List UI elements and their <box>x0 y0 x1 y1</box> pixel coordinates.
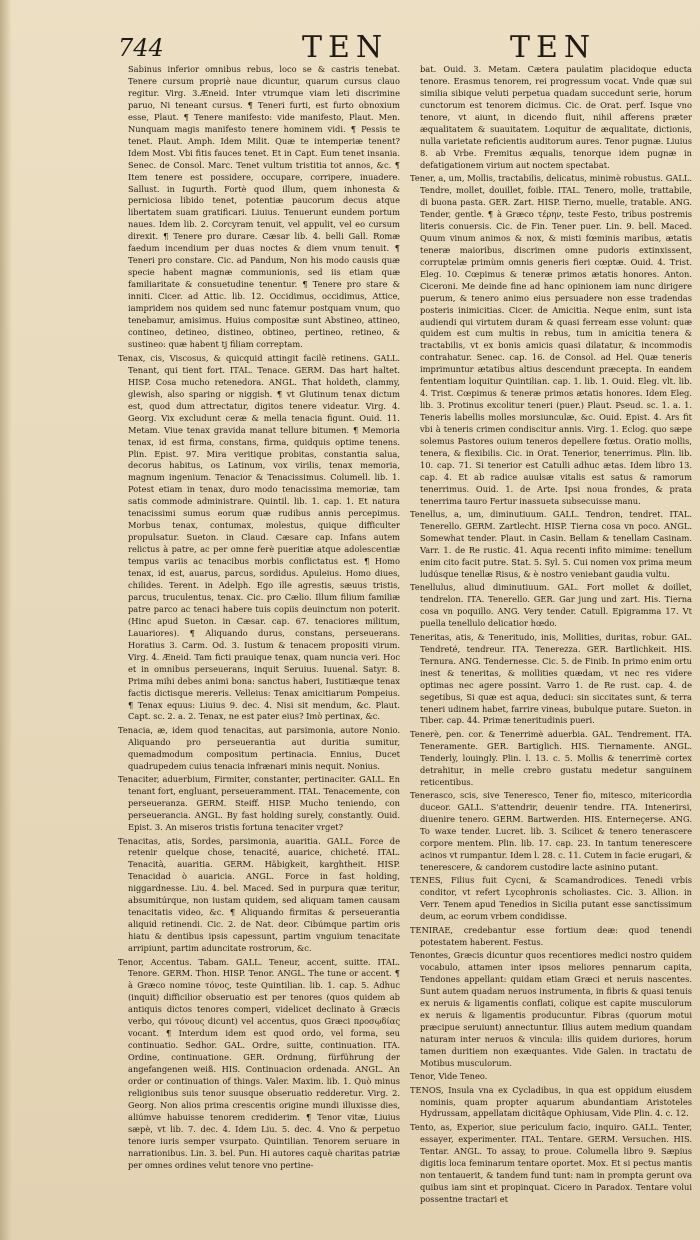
entry-tenaciter: Tenaciter, aduerbium, Firmiter, constanter, pertinaciter. GALL. En tenant fort, engluant, perseueramment. ITAL. Tenacemente, con perseueranza. GERM. Steiff. HISP. Mucho teniendo, con perseuerancia. ANGL. By fast holding surely, constantly. Ouid. Epist. 3. An miseros tristis fortuna tenaciter vrget? <box>118 774 400 833</box>
entry-tener: Tener, a, um, Mollis, tractabilis, delicatus, minimè robustus. GALL. Tendre, mollet, douillet, foible. ITAL. Tenero, molle, trattabile, di buona pasta. GER. Zart. HISP. Tierno, muelle, tratable. ANG. Tender, gentle. ¶ à Græco τέρην, teste Festo, tribus postremis literis conuersis. Cic. de Fin. Tener puer. Lin. 9. bell. Maced. Quum vinum animos & nox, & misti fœminis maribus, ætatis teneræ maioribus, discrimen omne pudoris extinxissent, corruptelæ primùm omnis generis fieri cœptæ. Ouid. 4. Trist. Eleg. 10. Cœpimus & teneræ primos ætatis honores. Anton. Ciceroni. Me deinde fine ad hanc opinionem iam nunc dirigere puerum, & tenero animo eius persuadere non esse tradendas posteris inimicitias. Cicer. de Amicitia. Neque enim, sunt ista audiendi qui virtutem duram & quasi ferream esse volunt: quæ quidem est cum multis in rebus, tum in amicitia tenera & tractabilis, vt ex bonis amicis quasi dilatatur, & incommodis contrahatur. Senec. cap. 16. de Consol. ad Hel. Quæ teneris imprimuntur ætatibus altius descendunt præcepta. In eandem fententiam loquitur Quintilian. cap. 1. lib. 1. Ouid. Eleg. vlt. lib. 4. Trist. Cœpimus & teneræ primos ætatis honores. Idem Eleg. lib. 3. Protinus excolitur teneri (puer.) Plaut. Pseud. sc. 1. a. 1. Teneris labellis molles morsiunculæ, &c. Ouid. Epist. 4. Ars fit vbi à teneris crimen condiscitur annis. Virg. 1. Eclog. quo sæpe solemus Pastores ouium teneros depellere fœtus. Oratio mollis, tenera, & flexibilis. Cic. in Orat. Tenerior, tenerrimus. Plin. lib. 10. cap. 71. Si tenerior est Catulli adhuc ætas. Idem libro 13. cap. 4. Et ab radice auulsæ vitalis est satus & ramorum tenerrimus. Ouid. 1. de Arte. Ipsi noua frondes, & prata tenerrima tauro Fertur inassueta subsecuisse manu. <box>410 173 692 506</box>
entry-tenellulus: Tenellulus, aliud diminutiuum. GAL. Fort mollet & doillet, tendrelon. ITA. Tenerello. GER. Gar jung und zart. His. Tierna cosa vn poquillo. ANG. Very tender. Catull. Epigramma 17. Vt puella tenellulo delicatior hœdo. <box>410 582 692 629</box>
entry-tenax: Tenax, cis, Viscosus, & quicquid attingit facilè retinens. GALL. Tenant, qui tient fort. ITAL. Tenace. GERM. Das hart haltet. HISP. Cosa mucho retenedora. ANGL. That holdeth, clammy, glewish, also sparing or niggish. ¶ vt Glutinum tenax dictum est, quod dum attrectatur, digitos tenere videatur. Virg. 4. Georg. Vix excludunt ceræ & mella tenacia figunt. Ouid. 11. Metam. Viue tenax gravida manat tellure bitumen. ¶ Memoria tenax, id est firma, constans, firma, quidquis optime tenens. Plin. Epist. 97. Mira veritique probitas, constantia salua, decorus habitus, os Latinum, vox virilis, tenax memoria, magnum ingenium. Tenacior & Tenacissimus. Columell. lib. 1. Potest etiam in tenax, duro modo tenacissima memoriæ, tam satis commode administrare. Quintil. lib. 1. cap. 1. Et natura tenacissimi sumus eorum quæ rudibus annis percepimus. Morbus tenax, contumax, molestus, quique difficulter propulsatur. Sueton. in Claud. Cæsare cap. Infans autem relictus à patre, ac per omne ferè pueritiæ atque adolescentiæ tempus variis ac tenacibus morbis conflictatus est. ¶ Homo tenax, id est, auarus, parcus, sordidus. Apuleius. Homo diues, chilides. Terent. in Adelph. Ego ille agrestis, sæuus tristis, parcus, truculentus, tenax. Cic. pro Cælio. Illum filium familiæ patre parco ac tenaci habere tuis copiis deuinctum non poterit. (Hinc apud Sueton. in Cæsar. cap. 67. tenaciores militum, Lauariores). ¶ Aliquando durus, constans, perseuerans. Horatius 3. Carm. Od. 3. Iustum & tenacem propositi virum. Virg. 4. Æneid. Tam ficti prauique tenax, quam nuncia veri. Hoc et in omnibus perseuerans, inquit Seruius. Iuuenal. Satyr. 8. Prima mihi debes animi bona: sanctus haberi, Iustitiæque tenax factis dictisque mereris. Velleius: Tenax amicitiarum Pompeius. ¶ Tenax equus: Liuius 9. dec. 4. Nisi sit mendum, &c. Plaut. Capt. sc. 2. a. 2. Tenax, ne est pater eius? Imò pertinax, &c. <box>118 352 400 722</box>
entry-tenellus: Tenellus, a, um, diminutiuum. GALL. Tendron, tendret. ITAL. Tenerello. GERM. Zartlecht. HISP. Tierna cosa vn poco. ANGL. Somewhat tender. Plaut. in Casin. Bellam & tenellam Casinam. Varr. 1. de Re rustic. 41. Aqua recenti infito mimime: tenellum enim cito facit putre. Stat. 5. Syl. 5. Cui nomen vox prima meum ludúsque tenellæ Risus, & è nostro veniebant gaudia vultu. <box>410 509 692 580</box>
running-head-left: TEN <box>302 30 389 65</box>
entry-tenor: Tenor, Accentus. Tabam. GALL. Teneur, accent, suitte. ITAL. Tenore. GERM. Thon. HISP. Tenor. ANGL. The tune or accent. ¶ à Græco nomine τόνος, teste Quintilian. lib. 1. cap. 5. Adhuc (inquit) difficilior obseruatio est per tenores (quos quidem ab antiquis dictos tenores comperi, videlicet declinato à Græcis verbo, qui τόνους dicunt) vel accentus, quos Græci προσῳδίας vocant. ¶ Interdum idem est quod ordo, vel forma, seu continuatio. Sedhor. GAL. Ordre, suitte, continuation. ITA. Ordine, continuatione. GER. Ordnung, fürführung der angefangenen weiß. HIS. Continuacion ordenada. ANGL. An order or continuation of things. Valer. Maxim. lib. 1. Quò minus religionibus suis tenor suusque obseruatio redderetur. Virg. 2. Georg. Non alios prima crescentis origine mundi illuxisse dies, aliúmve habuisse tenorem crediderim. ¶ Tenor vitæ, Liuius sæpè, vt lib. 7. dec. 4. Idem Liu. 5. dec. 4. Vno & perpetuo tenore iuris semper vsurpato. Quintilian. Tenorem seruare in narrationibus. Lin. 3. bel. Pun. Hi autores caquè charitas patriæ per omnes ordines velut tenore vno pertine- <box>118 956 400 1170</box>
entry-teneo-continued: Sabinus inferior omnibus rebus, loco se & castris tenebat. Tenere cursum propriè naue dicuntur, quarum cursus clauo regitur. Virg. 3.Æneid. Inter vtrumque viam leti discrimine paruo, Ni teneant cursus. ¶ Teneri furti, est furto obnoxium esse, Plaut. ¶ Tenere manifesto: vide manifesto, Plaut. Men. Nunquam magis manifesto tenere hominem vidi. ¶ Pessis te tenet. Plaut. Amph. Idem Milit. Quæ te intemperiæ tenent? Idem Most. Vbi fitis fauces tenet. Et in Capt. Eum tenet insania. Senec. de Consol. Marc. Tenet vultum tristitia tot annos, &c. ¶ Item tenere est possidere, occupare, corripere, inuadere. Sallust. in Iugurth. Fortè quod illum, quem inhonesta & perniciosa libido tenet, potentiæ paucorum decus atque libertatem suam gratificari. Liuius. Tenuerunt eundem portum naues. Idem lib. 2. Corcyram tenuit, vel appulit, vel eo cursum direxit. ¶ Tenere pro durare. Cæsar lib. 4. belli Gall. Romæ faedum incendium per duas noctes & diem vnum tenuit. ¶ Teneri pro constare. Cic. ad Pandum, Non his modo causis quæ specie habent magnæ communionis, sed iis etiam quæ familiaritate & consuetudine tenentur. ¶ Tenere pro stare & inniti. Cicer. ad Attic. lib. 12. Occidimus, occidimus, Attice, iampridem nos quidem sed nunc fatemur postquam vnum, quo tenebamur, amisimus. Huius compositæ sunt Abstineo, attineo, contineo, detineo, distineo, obtineo, pertineo, retineo, & sustineo: quæ habent tj filiam correptam. <box>128 64 400 349</box>
right-column <box>410 64 692 1232</box>
entry-tenere-adverb: Tenerè, pen. cor. & Tenerrimè aduerbia. GAL. Tendrement. ITA. Teneramente. GER. Bartiglich. HIS. Tiernamente. ANGL. Tenderly, louingly. Plin. l. 13. c. 5. Mollis & tenerrimè cortex detrahitur, in melle crebro gustatu medetur sanguinem reticentibus. <box>410 728 692 787</box>
entry-tenacia: Tenacia, æ, idem quod tenacitas, aut parsimonia, autore Nonio. Aliquando pro perseuerantia aut duritia sumitur, quemadmodum compositum pertinacia. Ennius, Ducet quadrupedem cuius tenacia infrænari minis nequit. Nonius. <box>118 724 400 771</box>
page-number: 744 <box>118 34 164 62</box>
entry-tenes: TENES, Filius fuit Cycni, & Scamandrodices. Tenedi vrbis conditor, vt refert Lycophronis scholiastes. Cic. 3. Allion. in Verr. Tenem apud Tenedios in Sicilia putant esse sanctissimum deum, ac eorum vrbem condidisse. <box>410 875 692 922</box>
entry-tenirae: TENIRAE, credebantur esse fortium deæ: quod tenendi potestatem haberent. Festus. <box>410 924 692 947</box>
page-header <box>110 28 682 68</box>
entry-tenontes: Tenontes, Græcis dicuntur quos recentiores medici nostro quidem vocabulo, attamen inter ipsos meliores pennarum capita, Tendones appellant: quidam etiam Græci et neruis nascentes. Sunt autem quadam neruos instrumenta, in fibris & quasi tenuis ex neruis & ligamentis conflati, colique est capite musculorum ex neruis & ligamentis producuntur. Fibras (quorum motui præcipue seruiunt) annectuntur. Illius autem medium quandam naturam inter neruos & vincula: illis quidem duriores, horum tamen duritiem non exæquantes. Vide Galen. in tractatu de Motibus musculorum. <box>410 950 692 1068</box>
page-gutter-shadow <box>0 0 12 1240</box>
entry-tento: Tento, as, Experior, siue periculum facio, inquiro. GALL. Tenter, essayer, experimenter. ITAL. Tentare. GERM. Versuchen. HIS. Tentar. ANGL. To assay, to proue. Columella libro 9. Sæpius digitis loca feminarum tentare oportet. Mox. Et si pectus mantis non tentauerit, & tandem fund tunt: nam in prompta gerunt ova quibus iam sint et propinquat. Cicero in Paradox. Tentare volui possentne tractari et <box>410 1121 692 1204</box>
running-head-right: TEN <box>510 30 597 65</box>
entry-tenos: TENOS, Insula vna ex Cycladibus, in qua est oppidum eiusdem nominis, quam propter aquarum abundantiam Aristoteles Hydrussam, appellatam dicitâque Ophiusam, Vide Plin. 4. c. 12. <box>410 1084 692 1119</box>
entry-teneritas: Teneritas, atis, & Teneritudo, inis, Mollities, duritas, robur. GAL. Tendreté, tendreur. ITA. Tenerezza. GER. Bartlichkeit. HIS. Ternura. ANG. Tendernesse. Cic. 5. de Finib. In primo enim ortu inest & teneritas, & mollities quædam, vt nec res videre optimas nec agere possint. Varro 1. de Re rust. cap. 4. de segetibus, Si quæ est aqua, deduci: sin siccitates sunt, & terra teneri udinem habet, farrire vineas, bubulque putare. Sueton. in Tiber. cap. 44. Primæ teneritudinis pueri. <box>410 631 692 726</box>
left-column <box>118 64 400 1232</box>
entry-tenerasco: Tenerasco, scis, sive Teneresco, Tener fio, mitesco, mitericordia duceor. GALL. S'attendrir, deuenir tendre. ITA. Intenerirsi, diuenire tenero. GERM. Bartwerden. HIS. Enterneçerse. ANG. To waxe tender. Lucret. lib. 3. Scilicet & tenero tenerascere corpore mentem. Plin. lib. 17. cap. 23. In tantum tenerescere acinos vt rumpantur. Idem l. 28. c. 11. Cutem in facie erugari, & tenerescere, & candorem custodire lacte asinino putant. <box>410 790 692 872</box>
entry-tenacitas: Tenacitas, atis, Sordes, parsimonia, auaritia. GALL. Force de retenir quelque chose, tenacité, auarice, chicheté. ITAL. Tenacità, auaritia. GERM. Häbigkeit, karghtheit. HISP. Tenacidad ò auaricia. ANGL. Force in fast holding, niggardnesse. Liu. 4. bel. Maced. Sed in purpura quæ teritur, absumitúrque, non iustam quidem, sed aliquam tamen causam tenacitatis video, &c. ¶ Aliquando firmitas & perseuerantia aliquid retinendi. Cic. 2. de Nat. deor. Cibúmque partim oris hiatu & dentibus ipsis capessunt, partim vnguium tenacitate arripiunt, partim aduncitate rostrorum, &c. <box>118 835 400 954</box>
entry-tenor-see: Tenor, Vide Teneo. <box>410 1071 488 1082</box>
entry-tenor-continued: bat. Ouid. 3. Metam. Cætera paulatim placidoque educta tenore. Erasmus tenorem, rei progressum vocat. Vnde quæ sui similia sibique veluti perpetua quadam succedunt serie, horum cunctorum est tenorem dicimus. Cic. de Orat. perf. Isque vno tenore, vt aiunt, in dicendo fluit, nihil afferens præter æqualitatem & suauitatem. Loquitur de æqualitate, dictionis, nulla varietate reficientis auditorum aures. Tenor pugnæ. Liuius 8. ab Vrbe. Fremitus æqualis, tenorque idem pugnæ in defatigationem virium aut noctem spectabat. <box>420 64 692 170</box>
